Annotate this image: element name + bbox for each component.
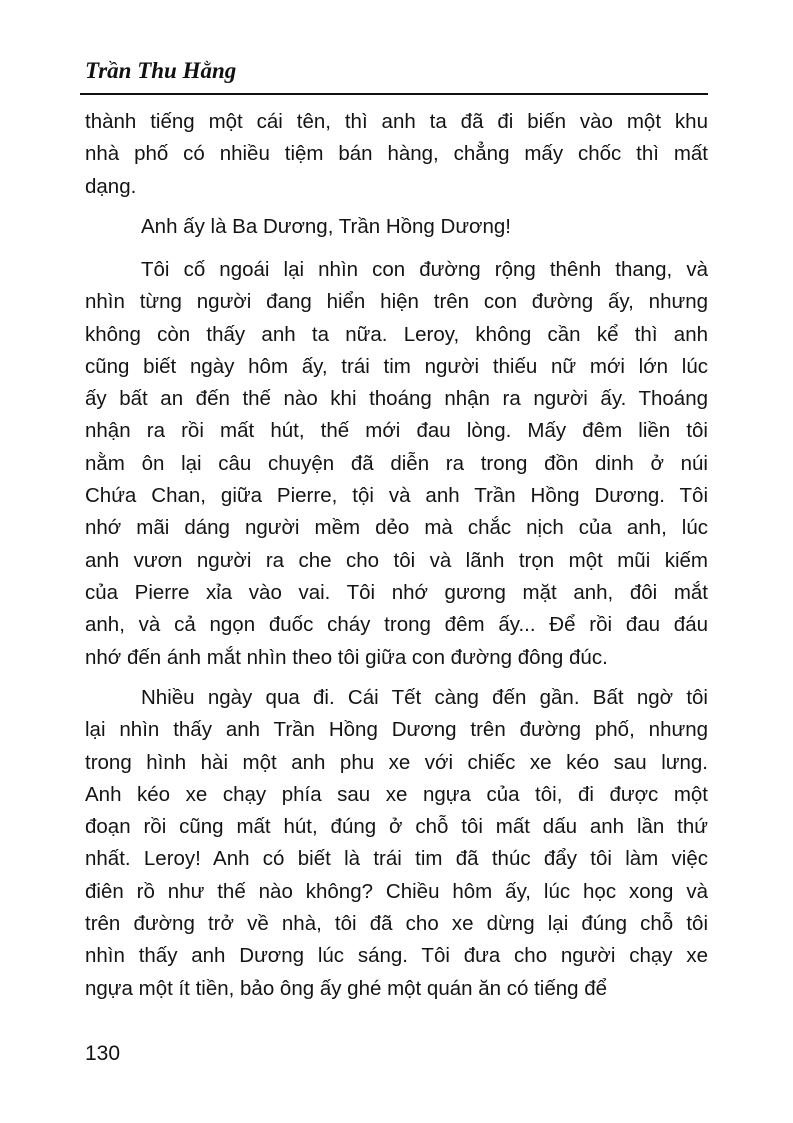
paragraph [85,682,708,1005]
text-line: nhìn từng người đang hiển hiện trên con đường ấy, nhưng [85,290,708,314]
text-line: ấy bất an đến thế nào khi thoáng nhận ra người ấy. Thoáng [85,387,708,411]
header-rule [80,93,708,95]
text-line: dạng. [85,174,137,198]
text-line: điên rồ như thế nào không? Chiều hôm ấy, lúc học xong và [85,879,708,903]
text-line: nhớ đến ánh mắt nhìn theo tôi giữa con đường đông đúc. [85,645,608,669]
text-line: lại nhìn thấy anh Trần Hồng Dương trên đường phố, nhưng [85,718,708,742]
text-line: nhà phố có nhiều tiệm bán hàng, chẳng mấy chốc thì mất [85,142,708,166]
text-line: không còn thấy anh ta nữa. Leroy, không cần kể thì anh [85,322,708,346]
text-line: Chứa Chan, giữa Pierre, tội và anh Trần Hồng Dương. Tôi [85,484,708,508]
text-line: nhận ra rồi mất hút, thế mới đau lòng. Mấy đêm liền tôi [85,419,708,443]
text-line: Nhiều ngày qua đi. Cái Tết càng đến gần. Bất ngờ tôi [141,686,708,709]
text-line: ngựa một ít tiền, bảo ông ấy ghé một quán ăn có tiếng để [85,976,608,1000]
text-line: Anh ấy là Ba Dương, Trần Hồng Dương! [141,215,511,238]
text-line: nhớ mãi dáng người mềm dẻo mà chắc nịch của anh, lúc [85,516,708,540]
running-header-author: Trần Thu Hằng [85,58,237,83]
text-line: trong hình hài một anh phu xe với chiếc xe kéo sau lưng. [85,750,708,774]
text-line: của Pierre xỉa vào vai. Tôi nhớ gương mặt anh, đôi mắt [85,580,708,604]
text-line: trên đường trở về nhà, tôi đã cho xe dừng lại đúng chỗ tôi [85,912,708,936]
paragraph [85,106,708,203]
text-line: nhất. Leroy! Anh có biết là trái tim đã thúc đẩy tôi làm việc [85,847,708,871]
text-line: anh vươn người ra che cho tôi và lãnh trọn một mũi kiếm [85,548,708,572]
text-line: anh, và cả ngọn đuốc cháy trong đêm ấy... Để rồi đau đáu [85,613,708,637]
paragraph [85,254,708,674]
text-line: đoạn rồi cũng mất hút, đúng ở chỗ tôi mất dấu anh lần thứ [85,815,708,839]
text-line: nằm ôn lại câu chuyện đã diễn ra trong đồn dinh ở núi [85,451,708,475]
paragraph [85,211,708,243]
text-line: Tôi cố ngoái lại nhìn con đường rộng thênh thang, và [141,258,708,281]
text-line: nhìn thấy anh Dương lúc sáng. Tôi đưa cho người chạy xe [85,944,708,968]
page-number: 130 [85,1042,121,1065]
text-line: Anh kéo xe chạy phía sau xe ngựa của tôi, đi được một [85,782,708,806]
text-line: thành tiếng một cái tên, thì anh ta đã đi biến vào một khu [85,110,708,133]
text-line: cũng biết ngày hôm ấy, trái tim người thiếu nữ mới lớn lúc [85,354,708,378]
